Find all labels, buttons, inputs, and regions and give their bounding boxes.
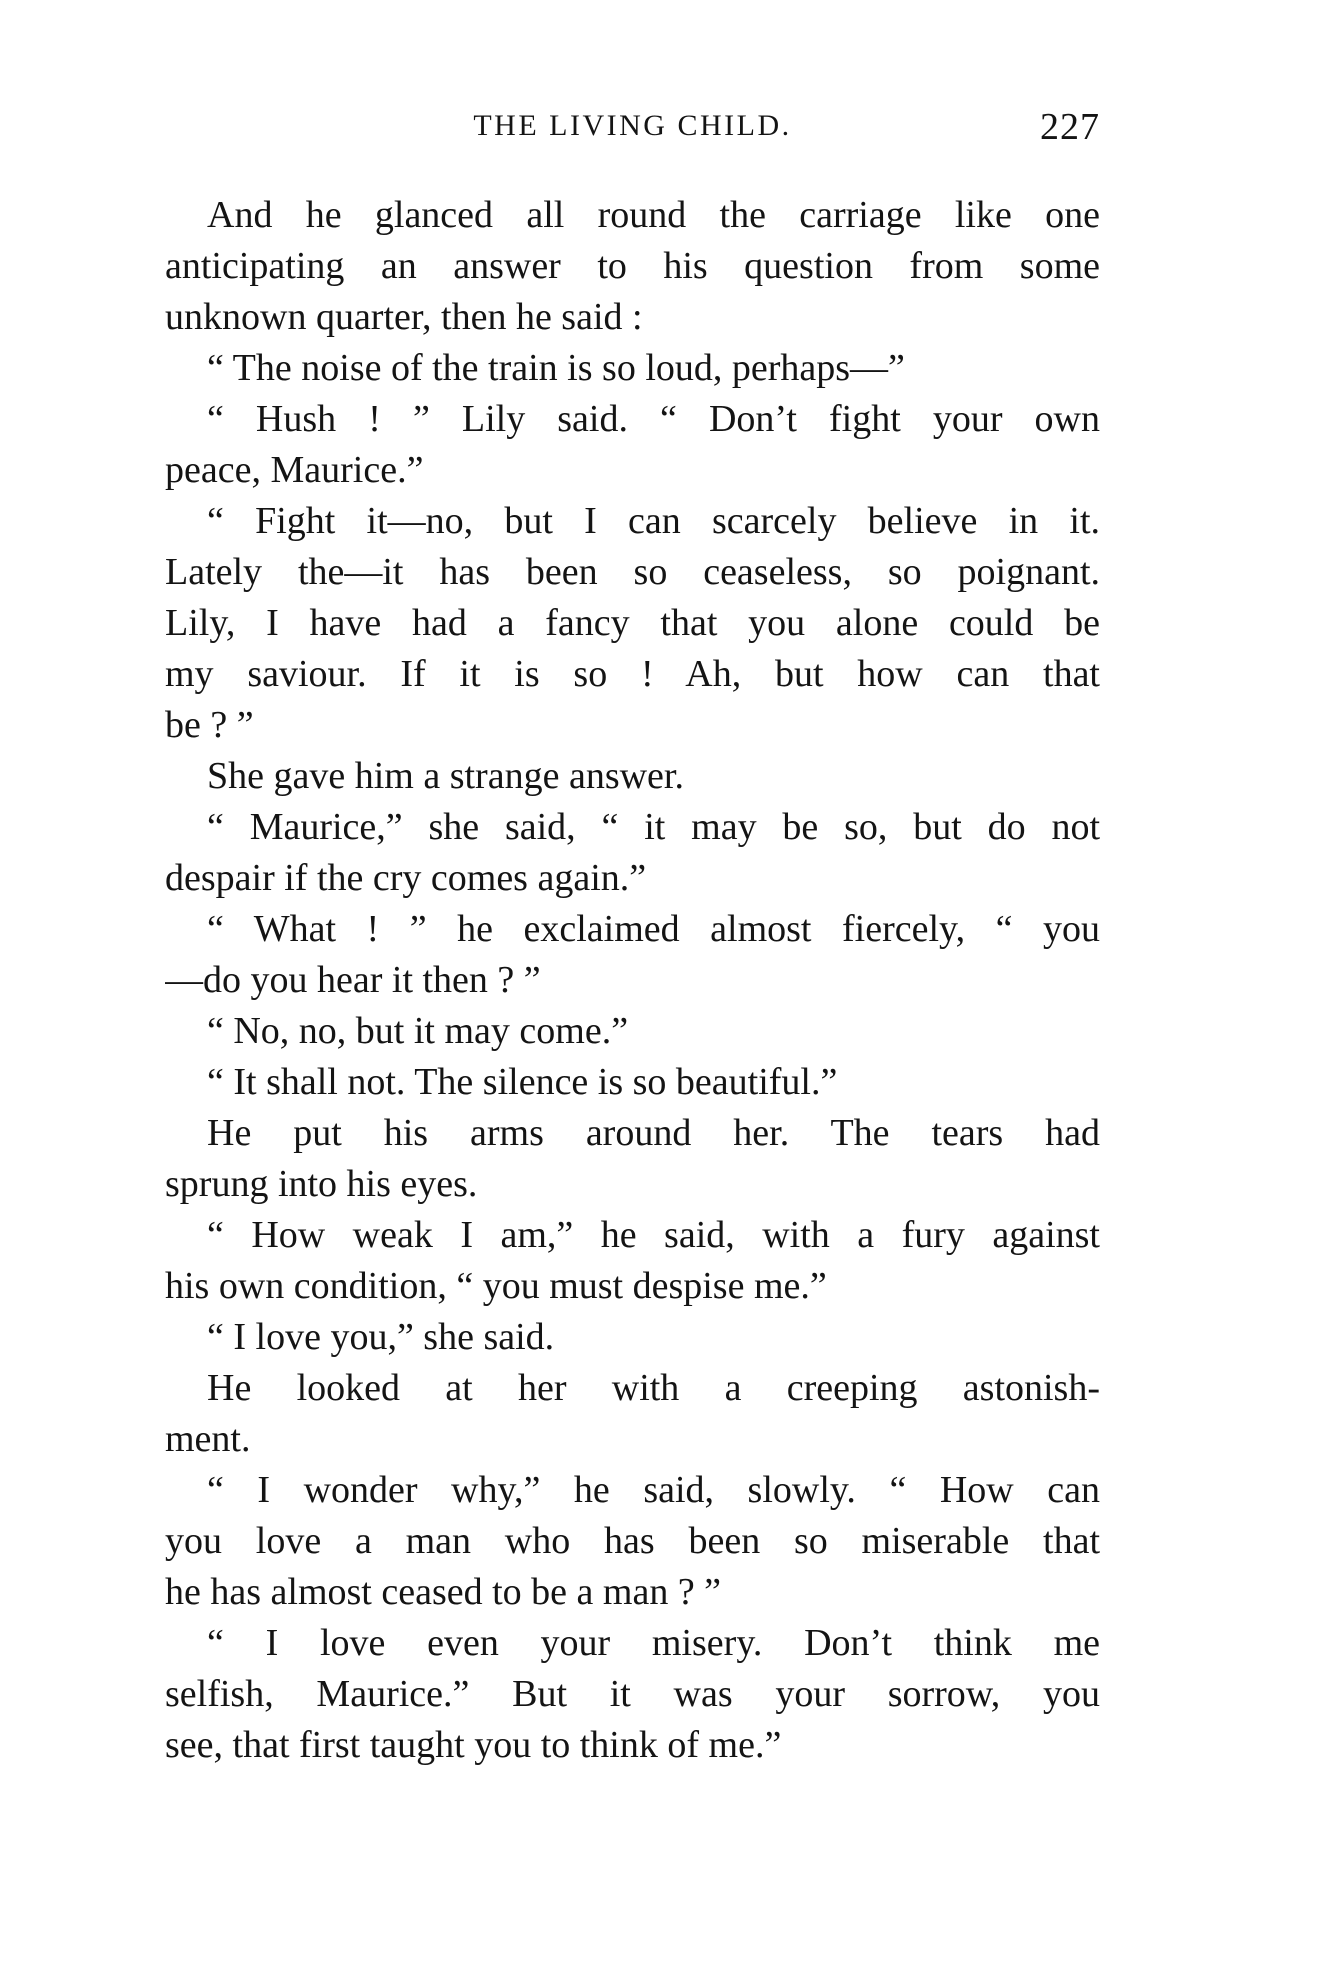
text-line: “ The noise of the train is so loud, perhaps—” xyxy=(207,347,905,389)
text-line: —do you hear it then ? ” xyxy=(165,959,541,1001)
text-line: And he glanced all round the carriage like one xyxy=(207,194,1100,236)
text-line: “ Fight it—no, but I can scarcely believe in it. xyxy=(207,500,1100,542)
text-line: be ? ” xyxy=(165,704,254,746)
body-text xyxy=(165,190,1100,1771)
text-line: She gave him a strange answer. xyxy=(207,755,684,797)
text-line: you love a man who has been so miserable that xyxy=(165,1520,1100,1562)
text-line: “ How weak I am,” he said, with a fury against xyxy=(207,1214,1100,1256)
text-line: “ Hush ! ” Lily said. “ Don’t fight your own xyxy=(207,398,1100,440)
text-line: “ I love you,” she said. xyxy=(207,1316,555,1358)
text-line: “ I wonder why,” he said, slowly. “ How can xyxy=(207,1469,1100,1511)
text-line: anticipating an answer to his question from some xyxy=(165,245,1100,287)
text-line: selfish, Maurice.” But it was your sorrow, you xyxy=(165,1673,1100,1715)
text-line: despair if the cry comes again.” xyxy=(165,857,647,899)
text-line: “ It shall not. The silence is so beautiful.” xyxy=(207,1061,838,1103)
running-title: THE LIVING CHILD. xyxy=(473,109,792,142)
page-header xyxy=(165,105,1100,155)
text-line: Lately the—it has been so ceaseless, so poignant. xyxy=(165,551,1100,593)
text-line: ment. xyxy=(165,1418,251,1460)
text-line: “ No, no, but it may come.” xyxy=(207,1010,629,1052)
text-line: see, that first taught you to think of me.” xyxy=(165,1724,782,1766)
text-line: He looked at her with a creeping astonish- xyxy=(207,1367,1100,1409)
text-line: Lily, I have had a fancy that you alone could be xyxy=(165,602,1100,644)
text-line: my saviour. If it is so ! Ah, but how can that xyxy=(165,653,1100,695)
text-line: sprung into his eyes. xyxy=(165,1163,478,1205)
text-line: He put his arms around her. The tears had xyxy=(207,1112,1100,1154)
text-line: “ What ! ” he exclaimed almost fiercely, “ you xyxy=(207,908,1100,950)
text-line: “ Maurice,” she said, “ it may be so, but do not xyxy=(207,806,1100,848)
text-line: his own condition, “ you must despise me.” xyxy=(165,1265,827,1307)
text-line: “ I love even your misery. Don’t think me xyxy=(207,1622,1100,1664)
text-line: he has almost ceased to be a man ? ” xyxy=(165,1571,722,1613)
page-number: 227 xyxy=(1040,106,1100,148)
text-line: unknown quarter, then he said : xyxy=(165,296,643,338)
text-line: peace, Maurice.” xyxy=(165,449,424,491)
